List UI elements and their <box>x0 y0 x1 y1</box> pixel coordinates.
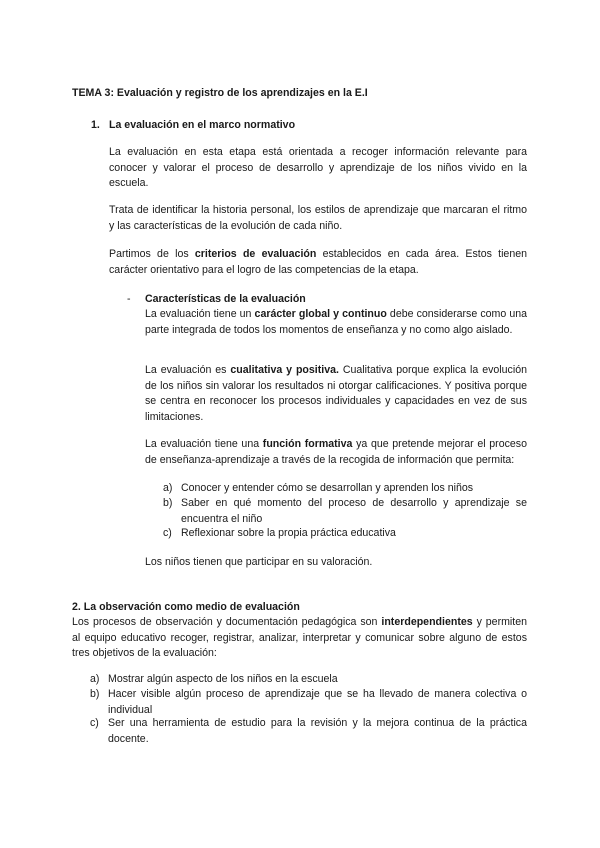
list-item-text: Hacer visible algún proceso de aprendizaje que se ha llevado de manera colectiva o individual <box>108 688 527 716</box>
subsection-paragraph-1: La evaluación tiene un carácter global y continuo debe considerarse como una parte integrada de todos los momentos de enseñanza y no como algo aislado. <box>145 308 527 336</box>
section-1-paragraph-1: La evaluación en esta etapa está orientada a recoger información relevante para conocer y valorar el proceso de desarrollo y aprendizaje de los niños vivido en la escuela. <box>109 146 527 189</box>
section-2-intro: Los procesos de observación y documentación pedagógica son interdependientes y permiten al equipo educativo recoger, registrar, analizar, interpretar y comunicar sobre alguno de estos tres objetivos de la evaluación: <box>72 616 528 659</box>
subsection-paragraph-2: La evaluación es cualitativa y positiva. Cualitativa porque explica la evolución de los niños sin valorar los resultados ni otorgar calificaciones. Y positiva porque se centra en reconocer los procesos individuales y capacidades en vez de sus limitaciones. <box>145 364 527 423</box>
subsection-heading: Características de la evaluación <box>145 293 306 305</box>
subsection-paragraph-3: La evaluación tiene una función formativa ya que pretende mejorar el proceso de enseñanza-aprendizaje a través de la recogida de información que permita: <box>145 438 527 466</box>
list-marker: b) <box>163 497 173 509</box>
list-item-text: Conocer y entender cómo se desarrollan y aprenden los niños <box>181 482 474 494</box>
list-item-text: Ser una herramienta de estudio para la revisión y la mejora continua de la práctica docente. <box>108 717 527 745</box>
subsection-bullet: - <box>127 293 131 305</box>
list-marker: a) <box>90 673 100 685</box>
section-2-heading: 2. La observación como medio de evaluación <box>72 601 300 613</box>
list-marker: c) <box>163 527 172 539</box>
list-item-text: Reflexionar sobre la propia práctica educativa <box>181 527 396 539</box>
section-1-paragraph-2: Trata de identificar la historia personal, los estilos de aprendizaje que marcaran el ritmo y las características de la evolución de cada niño. <box>109 204 527 232</box>
criterios-bold: criterios de evaluación <box>194 248 317 260</box>
list-item-text: Saber en qué momento del proceso de desarrollo y aprendizaje se encuentra el niño <box>181 497 527 525</box>
funcion-formativa-bold: función formativa <box>262 438 353 450</box>
section-1-paragraph-3: Partimos de los criterios de evaluación establecidos en cada área. Estos tienen carácter orientativo para el logro de las competencias de la etapa. <box>109 248 527 276</box>
list-marker: b) <box>90 688 100 700</box>
document-title: TEMA 3: Evaluación y registro de los aprendizajes en la E.I <box>72 87 368 99</box>
interdependientes-bold: interdependientes <box>381 616 473 628</box>
section-1-number: 1. <box>91 119 100 131</box>
list-marker: a) <box>163 482 173 494</box>
subsection-closing: Los niños tienen que participar en su valoración. <box>145 556 373 568</box>
section-1-heading: La evaluación en el marco normativo <box>109 119 296 131</box>
cualitativa-bold: cualitativa y positiva. <box>230 364 339 376</box>
list-marker: c) <box>90 717 99 729</box>
list-item-text: Mostrar algún aspecto de los niños en la escuela <box>108 673 338 685</box>
caracter-global-bold: carácter global y continuo <box>254 308 387 320</box>
